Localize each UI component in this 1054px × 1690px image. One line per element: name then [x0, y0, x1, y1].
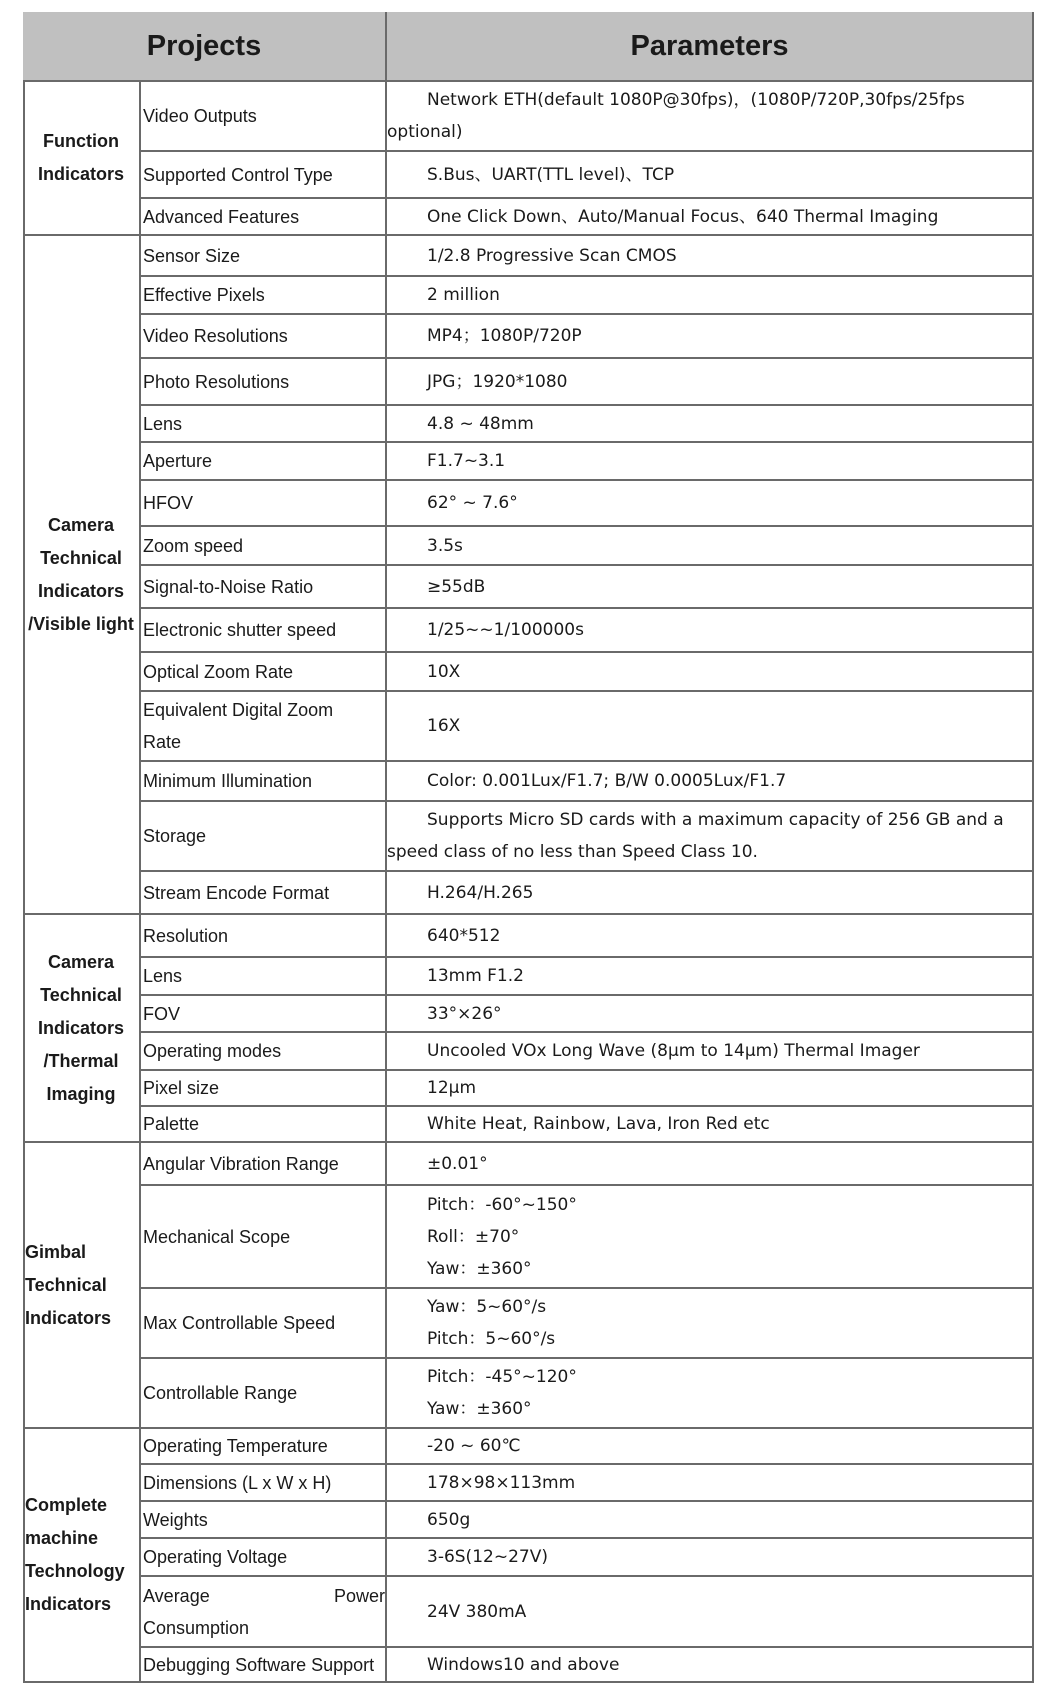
group-label-line: Technical	[40, 984, 122, 1005]
param-name-cell	[141, 1359, 387, 1429]
param-value-cell	[387, 82, 1034, 152]
param-name-word: Power	[333, 1585, 385, 1606]
param-value-cell	[387, 566, 1034, 609]
param-value: Yaw：5~60°/s	[427, 1297, 547, 1317]
param-value-cell	[387, 609, 1034, 653]
param-value-cell	[387, 443, 1034, 481]
param-name-cell	[141, 1289, 387, 1359]
param-name-cell	[141, 315, 387, 359]
param-value-cell	[387, 872, 1034, 915]
param-name-line	[143, 1580, 385, 1612]
param-name-cell	[141, 236, 387, 277]
param-value-cell	[387, 406, 1034, 443]
param-value-cell	[387, 1539, 1034, 1577]
param-value-cell	[387, 996, 1034, 1033]
param-value: 178×98×113mm	[427, 1472, 576, 1493]
param-value-cell	[387, 1107, 1034, 1143]
param-name	[143, 1580, 385, 1644]
param-name-cell	[141, 1186, 387, 1289]
param-value: -20 ~ 60℃	[427, 1436, 521, 1456]
param-name-cell	[141, 1465, 387, 1502]
param-name-cell	[141, 443, 387, 481]
param-name: Supported Control Type	[143, 164, 333, 185]
param-name: Operating Voltage	[143, 1547, 288, 1567]
param-name-cell	[141, 566, 387, 609]
param-name: Debugging Software Support	[143, 1654, 375, 1675]
param-name: Palette	[143, 1114, 200, 1134]
param-name: Controllable Range	[143, 1383, 298, 1403]
param-value-cell	[387, 236, 1034, 277]
param-name: Aperture	[143, 451, 213, 471]
param-name: Operating modes	[143, 1041, 282, 1061]
header-parameters-label: Parameters	[630, 29, 789, 62]
param-value-cell	[387, 1429, 1034, 1465]
param-name: Mechanical Scope	[143, 1226, 291, 1247]
group-label-line: Camera	[47, 951, 115, 972]
param-name: Photo Resolutions	[143, 371, 290, 392]
param-value: ±0.01°	[427, 1153, 488, 1174]
param-name: Zoom speed	[143, 535, 244, 556]
param-name-cell	[141, 359, 387, 406]
param-value-cell	[387, 802, 1034, 872]
header-parameters	[387, 12, 1034, 82]
group-label-line: machine	[25, 1528, 99, 1548]
param-value: S.Bus、UART(TTL level)、TCP	[427, 164, 675, 185]
group-label-line: /Visible light	[28, 613, 134, 634]
param-value-cell	[387, 1359, 1034, 1429]
param-value: Pitch：5~60°/s	[427, 1329, 556, 1349]
param-value-cell	[387, 958, 1034, 996]
param-name-cell	[141, 1577, 387, 1648]
param-value-cell	[387, 653, 1034, 692]
param-name-line: Equivalent Digital Zoom	[143, 700, 334, 720]
param-name-cell	[141, 762, 387, 802]
group-label-cell	[23, 1143, 141, 1429]
group-label-line: Indicators	[25, 1594, 112, 1614]
param-name: Optical Zoom Rate	[143, 661, 294, 682]
param-name-cell	[141, 872, 387, 915]
param-name	[143, 694, 385, 758]
param-value-cell	[387, 277, 1034, 315]
param-value-cell	[387, 692, 1034, 762]
param-value-cell	[387, 1071, 1034, 1107]
param-value-cell	[387, 152, 1034, 199]
group-label-line: /Thermal	[43, 1050, 119, 1071]
param-name: Operating Temperature	[143, 1436, 328, 1456]
param-name: Electronic shutter speed	[143, 620, 337, 640]
param-value: Network ETH(default 1080P@30fps)，(1080P/720P,30fps/25fps optional)	[387, 90, 965, 142]
param-name-cell	[141, 277, 387, 315]
param-name-cell	[141, 1648, 387, 1683]
param-name-cell	[141, 1502, 387, 1539]
group-label-cell	[23, 915, 141, 1143]
param-value: MP4；1080P/720P	[427, 326, 582, 346]
param-value: Color: 0.001Lux/F1.7; B/W 0.0005Lux/F1.7	[427, 771, 787, 791]
group-label-line: Function	[43, 131, 119, 151]
param-value-cell	[387, 359, 1034, 406]
param-value: Roll：±70°	[427, 1226, 520, 1247]
param-name: Minimum Illumination	[143, 771, 313, 791]
group-label-cell	[23, 82, 141, 236]
param-value-cell	[387, 315, 1034, 359]
param-value: 4.8 ~ 48mm	[427, 413, 534, 434]
group-label-line: Complete	[25, 1495, 108, 1515]
param-value: White Heat, Rainbow, Lava, Iron Red etc	[427, 1114, 770, 1134]
group-label	[28, 509, 134, 641]
param-value: Supports Micro SD cards with a maximum capacity of 256 GB and a speed class of no less than Speed Class 10.	[387, 810, 1004, 862]
param-name: Resolution	[143, 925, 229, 946]
header-projects	[23, 12, 387, 82]
param-name-cell	[141, 481, 387, 527]
param-name: Max Controllable Speed	[143, 1313, 336, 1333]
param-name-cell	[141, 1071, 387, 1107]
param-name-cell	[141, 802, 387, 872]
param-name-word: Average	[143, 1585, 210, 1606]
group-label-line: Imaging	[46, 1083, 116, 1104]
param-value-cell	[387, 1577, 1034, 1648]
group-label-line: Technology	[25, 1561, 125, 1581]
param-value: 33°×26°	[427, 1003, 502, 1024]
param-name-cell	[141, 915, 387, 958]
param-value: 16X	[427, 716, 461, 736]
group-label-cell	[23, 236, 141, 915]
param-value: 2 million	[427, 285, 500, 305]
param-value-cell	[387, 1648, 1034, 1683]
param-name: Effective Pixels	[143, 285, 265, 305]
param-name-cell	[141, 653, 387, 692]
param-name: FOV	[143, 1003, 181, 1024]
param-name-cell	[141, 958, 387, 996]
param-name: Dimensions (L x W x H)	[143, 1472, 332, 1493]
param-name: HFOV	[143, 493, 194, 513]
param-value: 3-6S(12~27V)	[427, 1547, 548, 1567]
spec-table	[23, 12, 1034, 1683]
param-value: 62° ~ 7.6°	[427, 493, 518, 513]
param-value: H.264/H.265	[427, 882, 534, 903]
param-name: Pixel size	[143, 1078, 220, 1098]
group-label	[25, 1489, 125, 1621]
param-value: JPG；1920*1080	[427, 371, 568, 392]
param-value: Yaw：±360°	[427, 1258, 532, 1279]
param-value: 1/2.8 Progressive Scan CMOS	[427, 245, 677, 266]
param-name-line: Rate	[143, 732, 182, 752]
param-value: 24V 380mA	[427, 1601, 527, 1622]
param-value-cell	[387, 1143, 1034, 1186]
param-value-cell	[387, 199, 1034, 236]
param-name-cell	[141, 527, 387, 566]
param-name: Stream Encode Format	[143, 882, 330, 903]
param-value-cell	[387, 481, 1034, 527]
param-value-cell	[387, 915, 1034, 958]
group-label-line: Gimbal	[25, 1241, 87, 1262]
param-name-cell	[141, 1107, 387, 1143]
group-label-line: Camera	[47, 514, 115, 535]
param-name-cell	[141, 1429, 387, 1465]
param-value: F1.7~3.1	[427, 451, 506, 471]
param-name: Video Resolutions	[143, 326, 288, 346]
param-value-cell	[387, 1465, 1034, 1502]
param-name: Storage	[143, 826, 207, 846]
group-label-line: Indicators	[25, 1307, 112, 1328]
group-label-line: Technical	[25, 1274, 107, 1295]
param-value: Pitch：-60°~150°	[427, 1194, 577, 1215]
param-name-cell	[141, 1033, 387, 1071]
header-projects-label: Projects	[146, 29, 262, 62]
group-label-cell	[23, 1429, 141, 1683]
param-value: 640*512	[427, 925, 501, 946]
param-value: One Click Down、Auto/Manual Focus、640 Thermal Imaging	[427, 206, 939, 227]
param-name: Signal-to-Noise Ratio	[143, 576, 314, 597]
param-name-cell	[141, 406, 387, 443]
group-label-line: Indicators	[37, 164, 125, 184]
param-value: Uncooled VOx Long Wave (8μm to 14μm) Thermal Imager	[427, 1041, 920, 1061]
param-name-cell	[141, 692, 387, 762]
param-name: Sensor Size	[143, 245, 241, 266]
param-value: 1/25~~1/100000s	[427, 620, 584, 640]
param-value: 3.5s	[427, 535, 463, 556]
param-name: Lens	[143, 966, 183, 986]
param-value: Windows10 and above	[427, 1654, 620, 1675]
group-label	[38, 125, 124, 191]
param-name: Weights	[143, 1509, 208, 1530]
param-value: Yaw：±360°	[427, 1399, 532, 1419]
param-value: 13mm F1.2	[427, 966, 524, 986]
param-name-cell	[141, 609, 387, 653]
param-value: ≥55dB	[427, 576, 486, 597]
param-value-cell	[387, 1502, 1034, 1539]
param-value-cell	[387, 1289, 1034, 1359]
param-value-cell	[387, 527, 1034, 566]
param-name: Video Outputs	[143, 106, 257, 126]
param-value: 650g	[427, 1509, 471, 1530]
group-label-line: Indicators	[37, 580, 124, 601]
param-name: Advanced Features	[143, 206, 300, 227]
group-label	[38, 946, 124, 1111]
param-name-cell	[141, 82, 387, 152]
param-name: Angular Vibration Range	[143, 1153, 339, 1174]
param-value: 10X	[427, 661, 461, 682]
param-value-cell	[387, 1186, 1034, 1289]
param-value: 12μm	[427, 1078, 477, 1098]
param-value-cell	[387, 1033, 1034, 1071]
param-name-cell	[141, 152, 387, 199]
group-label-line: Indicators	[37, 1017, 125, 1038]
param-name-cell	[141, 996, 387, 1033]
param-name-cell	[141, 199, 387, 236]
group-label-line: Technical	[40, 547, 122, 568]
param-value: Pitch：-45°~120°	[427, 1367, 577, 1387]
param-name-cell	[141, 1539, 387, 1577]
group-label	[25, 1236, 111, 1335]
param-value-cell	[387, 762, 1034, 802]
param-name: Lens	[143, 413, 183, 434]
param-name-cell	[141, 1143, 387, 1186]
param-name-line: Consumption	[143, 1617, 250, 1638]
